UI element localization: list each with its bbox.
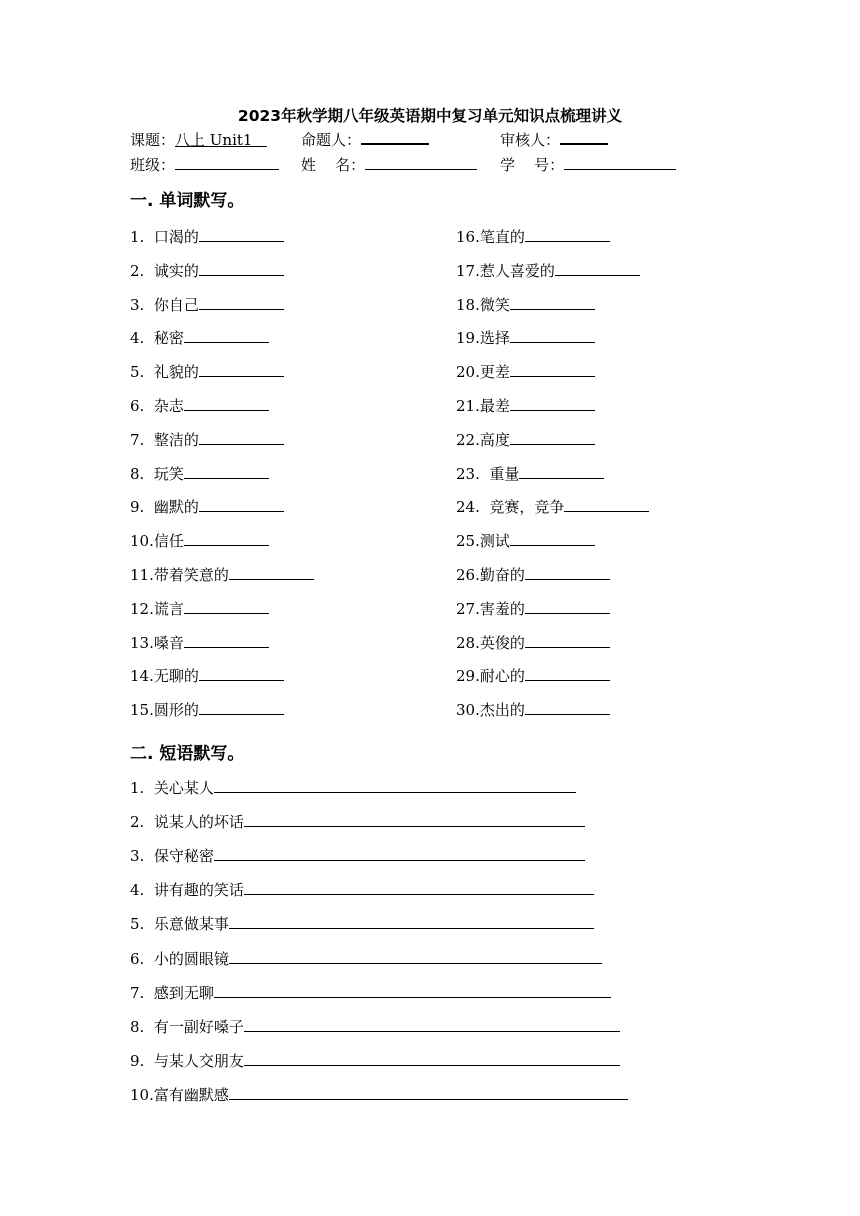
author-field [301,129,429,150]
word-item [130,632,269,653]
word-prompt: 16.笔直的 [456,228,525,246]
word-prompt: 1. 口渴的 [130,228,199,246]
word-prompt: 5. 礼貌的 [130,363,199,382]
phrase-prompt: 9. 与某人交朋友 [130,1051,244,1070]
answer-blank[interactable] [510,362,595,377]
word-prompt: 21.最差 [456,397,510,415]
word-prompt: 13.嗓音 [130,633,184,652]
answer-blank[interactable] [184,328,269,343]
answer-blank[interactable] [199,295,284,310]
word-prompt: 28.英俊的 [456,633,525,652]
phrase-prompt: 1. 关心某人 [130,779,214,797]
answer-blank[interactable] [184,599,269,614]
word-item [456,260,640,281]
word-item [456,294,595,315]
answer-blank[interactable] [244,1017,620,1032]
answer-blank[interactable] [199,261,284,276]
phrase-prompt: 10.富有幽默感 [130,1085,229,1104]
answer-blank[interactable] [214,983,611,998]
answer-blank[interactable] [199,227,284,242]
word-prompt: 7. 整洁的 [130,430,199,449]
author-label: 命题人： [301,131,362,149]
word-prompt: 29.耐心的 [456,667,525,686]
phrase-prompt: 7. 感到无聊 [130,983,214,1002]
answer-blank[interactable] [244,880,594,895]
word-item [130,530,269,551]
word-prompt: 8. 玩笑 [130,464,184,483]
answer-blank[interactable] [510,295,595,310]
answer-blank[interactable] [214,778,576,793]
word-item [130,226,284,247]
answer-blank[interactable] [525,666,610,681]
phrase-item [130,845,585,866]
word-item [456,327,595,348]
word-prompt: 4. 秘密 [130,329,184,348]
answer-blank[interactable] [199,666,284,681]
page-title: 2023年秋学期八年级英语期中复习单元知识点梳理讲义 [237,107,623,125]
word-prompt: 12.谎言 [130,599,184,618]
answer-blank[interactable] [519,464,604,479]
word-item [456,564,610,585]
class-field [130,154,279,175]
section-heading-words: 一. 单词默写。 [130,191,245,211]
word-prompt: 10.信任 [130,532,184,551]
phrase-item [130,777,576,798]
word-prompt: 18.微笑 [456,295,510,314]
answer-blank[interactable] [229,949,602,964]
word-prompt: 2. 诚实的 [130,261,199,280]
phrase-item [130,913,594,934]
word-prompt: 19.选择 [456,329,510,348]
answer-blank[interactable] [199,430,284,445]
answer-blank[interactable] [510,396,595,411]
word-item [456,463,604,484]
word-item [130,598,269,619]
answer-blank[interactable] [229,565,314,580]
answer-blank[interactable] [510,531,595,546]
phrase-prompt: 6. 小的圆眼镜 [130,949,229,968]
word-item [130,463,269,484]
word-prompt: 6. 杂志 [130,397,184,415]
answer-blank[interactable] [184,633,269,648]
answer-blank[interactable] [564,497,649,512]
answer-blank[interactable] [229,1085,628,1100]
reviewer-field [500,129,608,150]
word-item [456,395,595,416]
word-prompt: 14.无聊的 [130,667,199,686]
word-prompt: 25.测试 [456,532,510,551]
answer-blank[interactable] [510,328,595,343]
answer-blank[interactable] [244,1051,620,1066]
word-item [130,395,269,416]
topic-label: 课题： [130,131,176,149]
phrase-item [130,1084,628,1105]
phrase-item [130,811,585,832]
answer-blank[interactable] [184,464,269,479]
phrase-prompt: 5. 乐意做某事 [130,915,229,934]
class-blank[interactable] [175,155,279,170]
reviewer-label: 审核人： [500,131,561,149]
phrase-prompt: 4. 讲有趣的笑话 [130,881,244,900]
word-item [130,260,284,281]
answer-blank[interactable] [525,633,610,648]
class-label: 班级： [130,156,176,174]
id-label: 学 号： [500,156,565,174]
word-prompt: 20.更差 [456,363,510,382]
answer-blank[interactable] [510,430,595,445]
id-field [500,154,676,175]
phrase-item [130,982,611,1003]
answer-blank[interactable] [214,846,585,861]
word-item [130,496,284,517]
word-item [130,429,284,450]
phrase-item [130,879,594,900]
answer-blank[interactable] [199,362,284,377]
phrase-item [130,1050,620,1071]
phrase-prompt: 8. 有一副好嗓子 [130,1017,244,1036]
answer-blank[interactable] [525,599,610,614]
word-item [130,294,284,315]
answer-blank[interactable] [199,497,284,512]
answer-blank[interactable] [184,396,269,411]
reviewer-blank[interactable] [560,129,608,145]
word-item [130,699,284,720]
word-item [456,429,595,450]
phrase-item [130,948,602,969]
phrase-prompt: 3. 保守秘密 [130,847,214,866]
answer-blank[interactable] [525,565,610,580]
word-item [456,632,610,653]
answer-blank[interactable] [525,700,610,715]
word-prompt: 11.带着笑意的 [130,566,229,584]
topic-field [130,129,267,150]
name-label: 姓 名： [301,156,366,174]
word-prompt: 15.圆形的 [130,701,199,720]
answer-blank[interactable] [244,812,585,827]
word-prompt: 27.害羞的 [456,599,525,618]
word-prompt: 24. 竞赛，竞争 [456,498,565,517]
word-prompt: 22.高度 [456,430,510,449]
word-item [456,226,610,247]
word-item [130,665,284,686]
word-prompt: 26.勤奋的 [456,566,525,584]
word-item [456,699,610,720]
answer-blank[interactable] [184,531,269,546]
author-blank[interactable] [361,129,429,145]
phrase-prompt: 2. 说某人的坏话 [130,813,244,832]
word-prompt: 3. 你自己 [130,295,199,314]
word-prompt: 9. 幽默的 [130,498,199,517]
topic-value: 八上 Unit1 [175,131,253,149]
answer-blank[interactable] [199,700,284,715]
id-blank[interactable] [564,155,676,170]
answer-blank[interactable] [555,261,640,276]
name-blank[interactable] [365,155,477,170]
word-item [456,361,595,382]
word-item [456,598,610,619]
word-prompt: 30.杰出的 [456,701,525,720]
word-prompt: 23. 重量 [456,464,520,483]
word-item [130,564,314,585]
word-item [456,530,595,551]
word-item [456,665,610,686]
word-item [130,361,284,382]
answer-blank[interactable] [229,914,594,929]
phrase-item [130,1016,620,1037]
name-field [301,154,477,175]
word-item [130,327,269,348]
word-item [456,496,649,517]
section-heading-phrases: 二. 短语默写。 [130,744,245,764]
word-prompt: 17.惹人喜爱的 [456,261,555,280]
answer-blank[interactable] [525,227,610,242]
